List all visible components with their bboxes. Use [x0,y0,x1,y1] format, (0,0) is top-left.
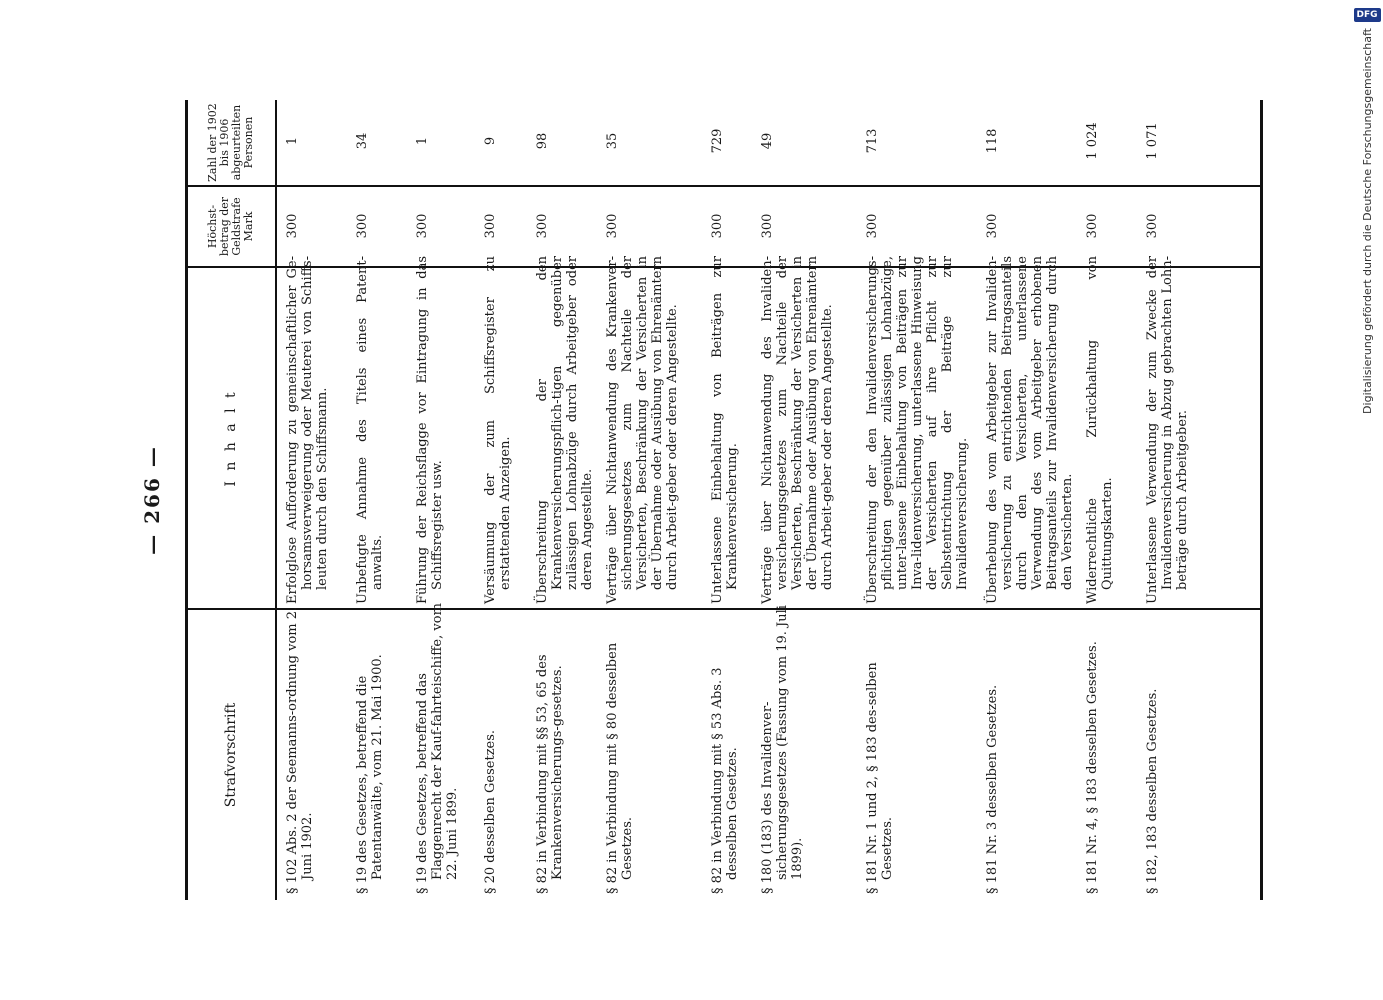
cell-strafvorschrift: § 182, 183 desselben Gesetzes. [1145,688,1160,894]
table-bottom-rule [1260,100,1263,900]
cell-zahl: 713 [865,128,880,154]
cell-zahl: 118 [985,128,1000,154]
cell-strafvorschrift: § 181 Nr. 1 und 2, § 183 des-selben Gesetzes. [865,662,895,894]
cell-hoechstbetrag: 300 [760,213,775,239]
cell-strafvorschrift: § 82 in Verbindung mit §§ 53, 65 des Krankenversicherungs-gesetzes. [535,654,565,894]
cell-zahl: 1 [285,136,300,146]
cell-zahl: 34 [355,132,370,150]
cell-strafvorschrift: § 19 des Gesetzes, betreffend die Patentanwälte, vom 21. Mai 1900. [355,654,385,894]
cell-inhalt: Versäumung der zum Schiffsregister zu erstattenden Anzeigen. [483,256,513,604]
cell-strafvorschrift: § 181 Nr. 3 desselben Gesetzes. [985,684,1000,894]
header-hoechstbetrag: Höchst-betrag der Geldstrafe Mark [206,196,255,257]
cell-zahl: 49 [760,132,775,150]
column-divider-3 [185,185,1263,187]
cell-inhalt: Überhebung des vom Arbeitgeber zur Invaliden-versicherung zu entrichtenden Beitragsanteils durch den Versicherten, unterlassene Verwendung des vom Arbeitgeber erhobenen Beitragsanteils zur Invalidenversicherung durch den Versicherten. [985,256,1075,604]
header-strafvorschrift: Strafvorschrift [223,702,239,808]
cell-inhalt: Führung der Reichsflagge vor Eintragung in das Schiffsregister usw. [415,256,445,604]
page-number: — 266 — [140,445,164,555]
cell-hoechstbetrag: 300 [483,213,498,239]
cell-zahl: 1 071 [1145,122,1160,160]
cell-inhalt: Verträge über Nichtanwendung des Invaliden-versicherungsgesetzes zum Nachteile der Versicherten, Beschränkung der Versicherten in der Übernahme oder Ausübung von Ehrenämtern durch Arbeit-geber oder deren Angestellte. [760,256,835,604]
cell-strafvorschrift: § 19 des Gesetzes, betreffend das Flaggenrecht der Kauf-fahrteischiffe, vom 22. Juni 1899. [415,603,460,894]
cell-hoechstbetrag: 300 [865,213,880,239]
cell-zahl: 35 [605,132,620,150]
cell-strafvorschrift: § 20 desselben Gesetzes. [483,729,498,894]
cell-hoechstbetrag: 300 [605,213,620,239]
digitization-note: Digitalisierung gefördert durch die Deutsche Forschungsgemeinschaft [1360,28,1374,414]
cell-strafvorschrift: § 82 in Verbindung mit § 80 desselben Gesetzes. [605,642,635,894]
cell-inhalt: Erfolglose Aufforderung zu gemeinschaftlicher Ge-horsamsverweigerung oder Meuterei von Schiffs-leuten durch den Schiffsmann. [285,256,330,604]
cell-strafvorschrift: § 180 (183) des Invalidenver-sicherungsgesetzes (Fassung vom 19. Juli 1899). [760,605,805,894]
cell-hoechstbetrag: 300 [285,213,300,239]
cell-hoechstbetrag: 300 [415,213,430,239]
cell-strafvorschrift: § 181 Nr. 4, § 183 desselben Gesetzes. [1085,641,1100,894]
cell-zahl: 729 [710,128,725,154]
cell-hoechstbetrag: 300 [985,213,1000,239]
cell-hoechstbetrag: 300 [535,213,550,239]
cell-zahl: 98 [535,132,550,150]
cell-inhalt: Widerrechtliche Zurückhaltung von Quittungskarten. [1085,256,1115,604]
cell-strafvorschrift: § 82 in Verbindung mit § 53 Abs. 3 desselben Gesetzes. [710,667,740,894]
cell-zahl: 1 [415,136,430,146]
cell-strafvorschrift: § 102 Abs. 2 der Seemanns-ordnung vom 2. Juni 1902. [285,606,315,894]
cell-hoechstbetrag: 300 [1145,213,1160,239]
cell-zahl: 1 024 [1085,122,1100,160]
table-top-rule [185,100,188,900]
header-divider [275,100,277,900]
cell-hoechstbetrag: 300 [710,213,725,239]
cell-inhalt: Unterlassene Verwendung der zum Zwecke der Invalidenversicherung in Abzug gebrachten Lohn-beträge durch Arbeitgeber. [1145,256,1190,604]
cell-inhalt: Überschreitung der den Invalidenversicherungs-pflichtigen gegenüber zulässigen Lohnabzüge, unter-lassene Einbehaltung von Beiträgen zur Inva-lidenversicherung, unterlassene Hinweisung der Versicherten auf ihre Pflicht zur Selbstentrichtung der Beiträge zur Invalidenversicherung. [865,256,970,604]
cell-hoechstbetrag: 300 [1085,213,1100,239]
cell-inhalt: Verträge über Nichtanwendung des Krankenver-sicherungsgesetzes zum Nachteile der Versicherten, Beschränkung der Versicherten in der Übernahme oder Ausübung von Ehrenämtern durch Arbeit-geber oder deren Angestellte. [605,256,680,604]
statute-table [185,100,1263,900]
cell-zahl: 9 [483,136,498,146]
cell-inhalt: Überschreitung der den Krankenversicherungspflich-tigen gegenüber zulässigen Lohnabzüge durch Arbeitgeber oder deren Angestellte. [535,256,595,604]
cell-inhalt: Unterlassene Einbehaltung von Beiträgen zur Krankenversicherung. [710,256,740,604]
cell-inhalt: Unbefugte Annahme des Titels eines Patent-anwalts. [355,256,385,604]
digitization-sidebar [1355,8,1379,988]
header-inhalt: I n h a l t [223,389,239,487]
header-zahl: Zahl der 1902 bis 1906 abgeurteilten Personen [206,103,255,182]
cell-hoechstbetrag: 300 [355,213,370,239]
dfg-logo: DFG [1354,8,1381,22]
